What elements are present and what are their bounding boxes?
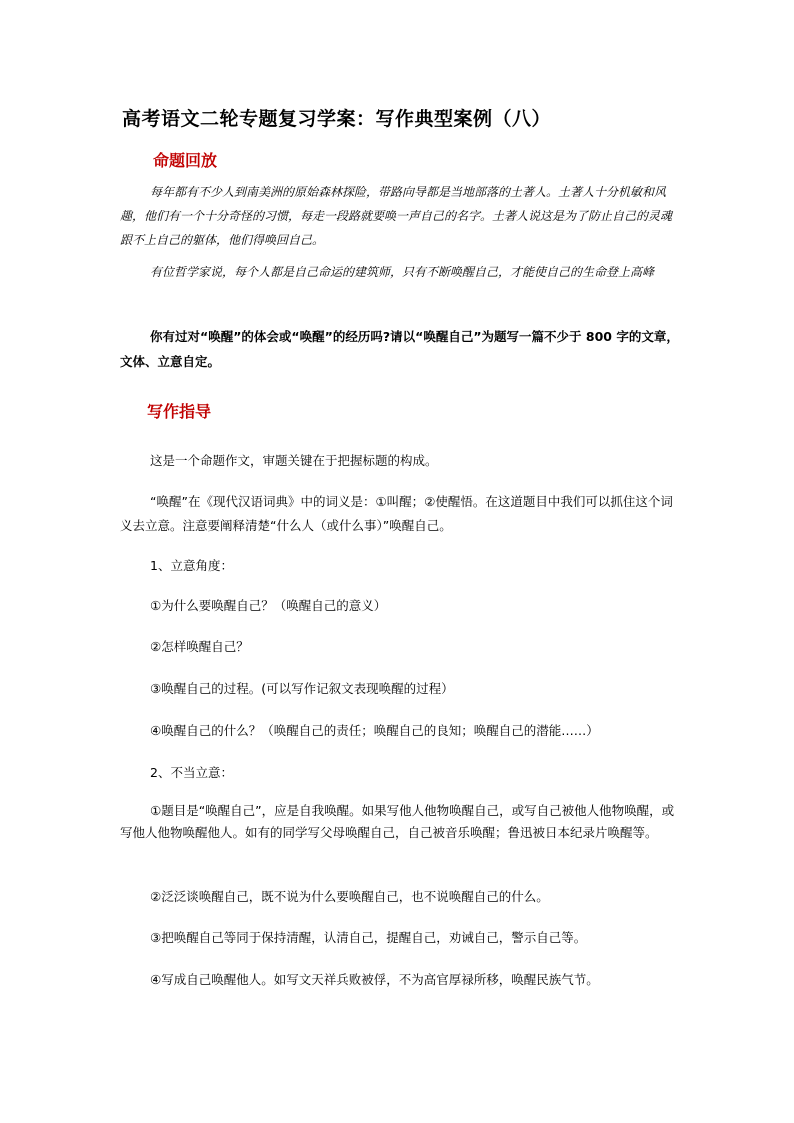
improper-item-4: ④写成自己唤醒他人。如写文天祥兵败被俘，不为高官厚禄所移，唤醒民族气节。 — [150, 972, 599, 987]
story-paragraph: 每年都有不少人到南美洲的原始森林探险，带路向导都是当地部落的土著人。土著人十分机敏和风趣，他们有一个十分奇怪的习惯，每走一段路就要唤一声自己的名字。土著人说这是为了防止自己的灵魂跟不上自己的躯体，他们得唤回自己。 — [120, 185, 673, 247]
angle-label: 1、立意角度： — [150, 558, 233, 573]
angle-item-2: ②怎样唤醒自己？ — [150, 639, 249, 654]
section-heading-topic-review: 命题回放 — [153, 151, 218, 170]
word-definition: “唤醒”在《现代汉语词典》中的词义是：①叫醒；②使醒悟。在这道题目中我们可以抓住这个词义去立意。注意要阐释清楚“什么人（或什么事）”唤醒自己。 — [120, 494, 673, 533]
philosopher-quote: 有位哲学家说，每个人都是自己命运的建筑师，只有不断唤醒自己，才能使自己的生命登上高峰 — [150, 265, 655, 279]
angle-item-3: ③唤醒自己的过程。(可以写作记叙文表现唤醒的过程） — [150, 681, 454, 696]
improper-item-1: ①题目是“唤醒自己”，应是自我唤醒。如果写他人他物唤醒自己，或写自己被他人他物唤醒，或写他人他物唤醒他人。如有的同学写父母唤醒自己，自己被音乐唤醒；鲁迅被日本纪录片唤醒等。 — [120, 803, 675, 840]
improper-label: 2、不当立意： — [150, 765, 233, 780]
document-title: 高考语文二轮专题复习学案：写作典型案例（八） — [122, 108, 552, 130]
angle-item-1: ①为什么要唤醒自己？（唤醒自己的意义） — [150, 598, 387, 613]
section-heading-writing-guide: 写作指导 — [147, 402, 212, 421]
improper-item-3: ③把唤醒自己等同于保持清醒，认清自己，提醒自己，劝诫自己，警示自己等。 — [150, 930, 587, 945]
improper-item-2: ②泛泛谈唤醒自己，既不说为什么要唤醒自己，也不说唤醒自己的什么。 — [150, 889, 549, 904]
angle-item-4: ④唤醒自己的什么？（唤醒自己的责任；唤醒自己的良知；唤醒自己的潜能……） — [150, 723, 599, 738]
essay-prompt: 你有过对“唤醒”的体会或“唤醒”的经历吗?请以“唤醒自己”为题写一篇不少于 800 字的文章，文体、立意自定。 — [120, 329, 679, 369]
guide-intro: 这是一个命题作文，审题关键在于把握标题的构成。 — [150, 453, 438, 468]
